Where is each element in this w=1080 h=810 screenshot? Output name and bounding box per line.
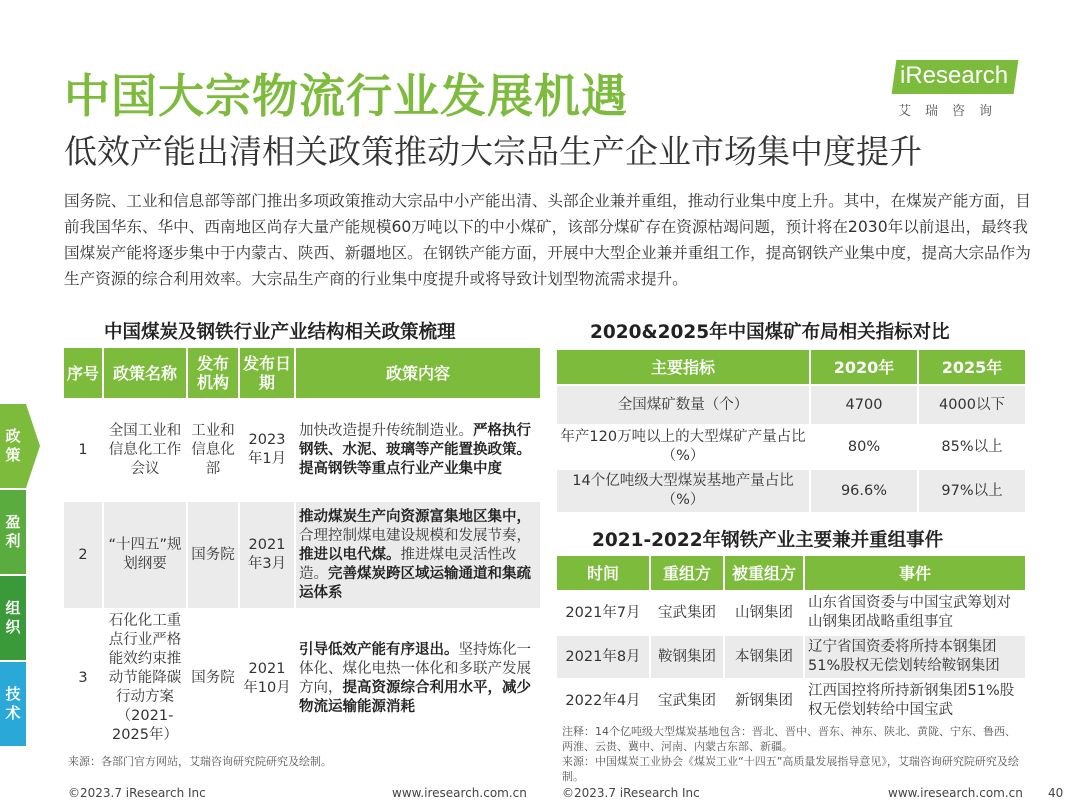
merger-row-target: 山钢集团: [725, 592, 803, 634]
merger-row-event: 江西国控将所持新钢集团51%股权无偿划转给中国宝武: [805, 680, 1025, 722]
policy-table-source: 来源：各部门官方网站，艾瑞咨询研究院研究及绘制。: [68, 755, 332, 768]
merger-table-title: 2021-2022年钢铁产业主要兼并重组事件: [592, 530, 944, 551]
side-tab-technology-label: 技术: [5, 685, 21, 722]
coal-row-2020: 96.6%: [811, 470, 917, 512]
coal-row-indicator: 年产120万吨以上的大型煤矿产量占比（%）: [557, 426, 809, 468]
coal-row-2025: 85%以上: [919, 426, 1025, 468]
footer-copyright-right: ©2023.7 iResearch Inc: [562, 786, 700, 800]
policy-row-content: [296, 400, 540, 500]
footer-copyright-left: ©2023.7 iResearch Inc: [68, 786, 206, 800]
table-row: [557, 386, 1025, 424]
policy-content-segment: 推进煤电灵活性改造。: [299, 546, 517, 582]
coal-row-2020: 80%: [811, 426, 917, 468]
table-row: [557, 592, 1025, 634]
coal-row-2025: 4000以下: [919, 386, 1025, 424]
side-tab-profit[interactable]: [0, 490, 26, 574]
policy-row-no: 2: [64, 502, 102, 608]
side-tab-organization[interactable]: [0, 576, 26, 660]
coal-row-2020: 4700: [811, 386, 917, 424]
merger-header-target: 被重组方: [725, 556, 803, 590]
table-row: [64, 400, 540, 500]
table-row: [557, 426, 1025, 468]
policy-content-segment-bold: 推动煤炭生产向资源富集地区集中，: [299, 508, 531, 525]
table-row: [557, 636, 1025, 678]
merger-row-acquirer: 宝武集团: [651, 680, 723, 722]
merger-row-acquirer: 鞍钢集团: [651, 636, 723, 678]
coal-header-2025: 2025年: [919, 350, 1025, 384]
merger-row-event: 山东省国资委与中国宝武筹划对山钢集团战略重组事宜: [805, 592, 1025, 634]
policy-content-segment-bold: 完善煤炭跨区域运输通道和集疏运体系: [299, 565, 531, 601]
side-tab-arrow-icon: [26, 404, 40, 488]
page-title: 中国大宗物流行业发展机遇: [64, 69, 628, 123]
merger-row-time: 2021年7月: [557, 592, 649, 634]
side-tab-profit-label: 盈利: [5, 513, 21, 550]
policy-row-content: [296, 610, 540, 747]
side-tab-policy[interactable]: [0, 404, 26, 488]
coal-row-indicator: 全国煤矿数量（个）: [557, 386, 809, 424]
policy-table-title: 中国煤炭及钢铁行业产业结构相关政策梳理: [104, 322, 456, 343]
policy-header-no: 序号: [64, 348, 102, 398]
policy-header-name: 政策名称: [104, 348, 186, 398]
policy-row-date: 2021年3月: [240, 502, 294, 608]
page-number: 40: [1048, 786, 1064, 800]
merger-row-time: 2021年8月: [557, 636, 649, 678]
page-subtitle: 低效产能出清相关政策推动大宗品生产企业市场集中度提升: [64, 132, 922, 171]
policy-row-org: 国务院: [188, 610, 238, 747]
policy-content-segment: 合理控制煤电建设规模和发展节奏，: [299, 527, 531, 544]
policy-content-segment: 坚持炼化一体化、煤化电热一体化和多联产发展方向，: [299, 641, 531, 696]
footer-url-left[interactable]: www.iresearch.com.cn: [392, 786, 527, 800]
policy-row-content: [296, 502, 540, 608]
side-tab-technology[interactable]: [0, 662, 26, 746]
policy-content-segment-bold: 引导低效产能有序退出。: [299, 641, 459, 658]
logo-brand: iResearch: [900, 62, 1009, 89]
policy-row-name: “十四五”规划纲要: [104, 502, 186, 608]
coal-table-title: 2020&2025年中国煤矿布局相关指标对比: [590, 322, 950, 343]
policy-row-name: 石化化工重点行业严格能效约束推动节能降碳行动方案（2021-2025年）: [104, 610, 186, 747]
iresearch-logo: [894, 60, 1024, 122]
policy-row-date: 2021年10月: [240, 610, 294, 747]
footer-url-right[interactable]: www.iresearch.com.cn: [888, 786, 1023, 800]
table-row: [64, 610, 540, 747]
coal-row-indicator: 14个亿吨级大型煤炭基地产量占比（%）: [557, 470, 809, 512]
policy-row-org: 工业和信息化部: [188, 400, 238, 500]
policy-content-segment-bold: 推进以电代煤。: [299, 546, 401, 563]
policy-content-segment: 加快改造提升传统制造业。: [299, 422, 473, 439]
coal-row-2025: 97%以上: [919, 470, 1025, 512]
merger-row-time: 2022年4月: [557, 680, 649, 722]
policy-content-segment-bold: 提高资源综合利用水平，减少物流运输能源消耗: [299, 679, 531, 715]
coal-note: 注释：14个亿吨级大型煤炭基地包含：晋北、晋中、晋东、神东、陕北、黄陇、宁东、鲁西、两淮、云贵、冀中、河南、内蒙古东部、新疆。: [562, 725, 1016, 753]
merger-header-time: 时间: [557, 556, 649, 590]
logo-cn-name: 艾瑞咨询: [898, 104, 1007, 119]
merger-header-acquirer: 重组方: [651, 556, 723, 590]
policy-table: [62, 346, 542, 749]
table-row: [64, 502, 540, 608]
policy-header-org: 发布机构: [188, 348, 238, 398]
coal-header-2020: 2020年: [811, 350, 917, 384]
policy-content-segment-bold: 严格执行钢铁、水泥、玻璃等产能置换政策。提高钢铁等重点行业产业集中度: [299, 422, 531, 477]
merger-row-target: 新钢集团: [725, 680, 803, 722]
intro-paragraph: 国务院、工业和信息部等部门推出多项政策推动大宗品中小产能出清、头部企业兼并重组，推动行业集中度上升。其中，在煤炭产能方面，目前我国华东、华中、西南地区尚存大量产能规模60万吨以下的中小煤矿，该部分煤矿存在资源枯竭问题，预计将在2030年以前退出，最终我国煤炭产能将逐步集中于内蒙古、陕西、新疆地区。在钢铁产能方面，开展中大型企业兼并重组工作，提高钢铁产业集中度，提高大宗品作为生产资源的综合利用效率。大宗品生产商的行业集中度提升或将导致计划型物流需求提升。: [64, 192, 1031, 288]
coal-header-indicator: 主要指标: [557, 350, 809, 384]
policy-row-org: 国务院: [188, 502, 238, 608]
merger-row-acquirer: 宝武集团: [651, 592, 723, 634]
table-row: [557, 470, 1025, 512]
coal-table: [555, 348, 1027, 514]
policy-row-no: 3: [64, 610, 102, 747]
merger-header-event: 事件: [805, 556, 1025, 590]
merger-table: [555, 554, 1027, 724]
merger-row-target: 本钢集团: [725, 636, 803, 678]
policy-row-no: 1: [64, 400, 102, 500]
side-tab-organization-label: 组织: [5, 599, 21, 636]
policy-row-date: 2023年1月: [240, 400, 294, 500]
table-row: [557, 680, 1025, 722]
side-tab-policy-label: 政策: [5, 427, 21, 464]
coal-source: 来源：中国煤炭工业协会《煤炭工业“十四五”高质量发展指导意见》，艾瑞咨询研究院研究及绘制。: [562, 755, 1019, 783]
policy-row-name: 全国工业和信息化工作会议: [104, 400, 186, 500]
policy-header-date: 发布日期: [240, 348, 294, 398]
merger-row-event: 辽宁省国资委将所持本钢集团51%股权无偿划转给鞍钢集团: [805, 636, 1025, 678]
policy-header-content: 政策内容: [296, 348, 540, 398]
